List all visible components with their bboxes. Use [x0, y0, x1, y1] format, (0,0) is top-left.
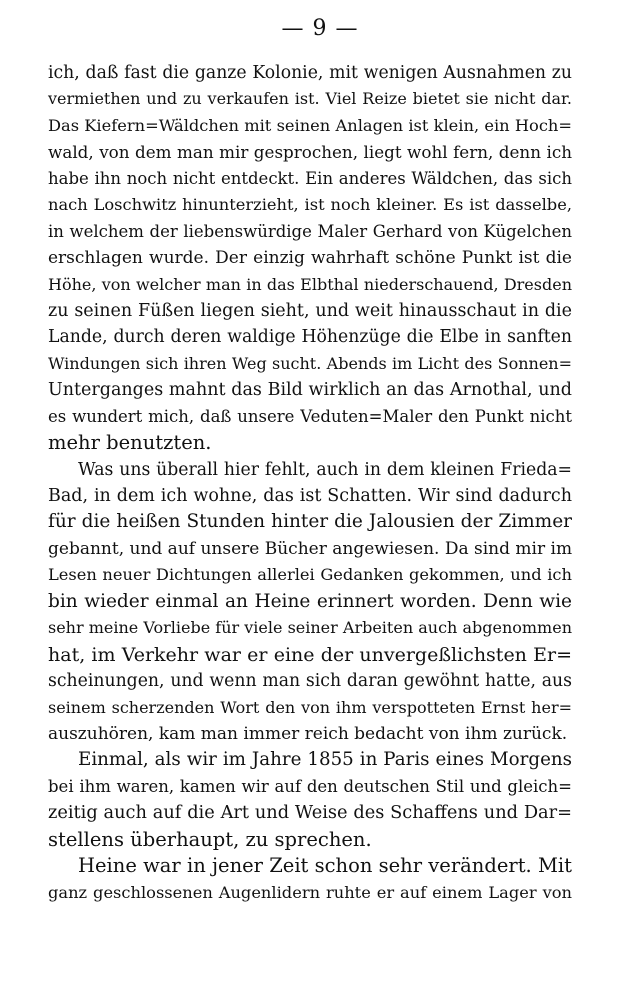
- text-line: Was uns überall hier fehlt, auch in dem kleinen Frieda=: [78, 459, 572, 480]
- text-line: in welchem der liebenswürdige Maler Gerhard von Kügelchen: [48, 221, 572, 241]
- paragraph-4: [48, 853, 572, 906]
- body-text: [48, 60, 572, 906]
- text-line: erschlagen wurde. Der einzig wahrhaft schöne Punkt ist die: [48, 248, 572, 269]
- text-line: ganz geschlossenen Augenlidern ruhte er auf einem Lager von: [48, 882, 572, 902]
- text-line: seinem scherzenden Wort den von ihm verspotteten Ernst her=: [48, 697, 572, 717]
- text-line: stellens überhaupt, zu sprechen.: [48, 827, 372, 851]
- text-line: für die heißen Stunden hinter die Jalousien der Zimmer: [48, 511, 572, 533]
- paragraph-3: [48, 747, 572, 853]
- text-line: sehr meine Vorliebe für viele seiner Arbeiten auch abgenommen: [48, 618, 572, 638]
- paragraph-2: [48, 457, 572, 748]
- text-line: scheinungen, und wenn man sich daran gewöhnt hatte, aus: [48, 671, 572, 692]
- text-line: Höhe, von welcher man in das Elbthal niederschauend, Dresden: [48, 274, 572, 294]
- text-line: gebannt, und auf unsere Bücher angewiesen. Da sind mir im: [48, 538, 573, 559]
- paragraph-1: [48, 60, 572, 457]
- text-line: vermiethen und zu verkaufen ist. Viel Reize bietet sie nicht dar.: [48, 89, 572, 109]
- text-line: bin wieder einmal an Heine erinnert worden. Denn wie: [48, 590, 572, 612]
- page-number: — 9 —: [281, 16, 359, 41]
- text-line: Heine war in jener Zeit schon sehr verändert. Mit: [78, 854, 572, 878]
- text-line: Windungen sich ihren Weg sucht. Abends im Licht des Sonnen=: [48, 353, 572, 373]
- text-line: zeitig auch auf die Art und Weise des Schaffens und Dar=: [48, 803, 572, 824]
- text-line: zu seinen Füßen liegen sieht, und weit hinausschaut in die: [48, 300, 572, 321]
- text-line: ich, daß fast die ganze Kolonie, mit wenigen Ausnahmen zu: [48, 63, 572, 83]
- text-line: auszuhören, kam man immer reich bedacht von ihm zurück.: [48, 723, 568, 744]
- text-line: wald, von dem man mir gesprochen, liegt wohl fern, denn ich: [48, 142, 572, 163]
- text-line: bei ihm waren, kamen wir auf den deutschen Stil und gleich=: [48, 776, 572, 796]
- text-line: Bad, in dem ich wohne, das ist Schatten. Wir sind dadurch: [48, 486, 572, 506]
- text-line: es wundert mich, daß unsere Veduten=Maler den Punkt nicht: [48, 406, 572, 426]
- text-line: mehr benutzten.: [48, 431, 212, 455]
- text-line: hat, im Verkehr war er eine der unvergeßlichsten Er=: [48, 643, 572, 666]
- text-line: Unterganges mahnt das Bild wirklich an das Arnothal, und: [48, 380, 572, 401]
- text-line: Das Kiefern=Wäldchen mit seinen Anlagen ist klein, ein Hoch=: [48, 115, 572, 135]
- text-line: nach Loschwitz hinunterzieht, ist noch kleiner. Es ist dasselbe,: [48, 195, 572, 215]
- text-line: habe ihn noch nicht entdeckt. Ein anderes Wäldchen, das sich: [48, 168, 572, 188]
- text-line: Einmal, als wir im Jahre 1855 in Paris eines Morgens: [78, 749, 572, 771]
- text-line: Lande, durch deren waldige Höhenzüge die Elbe in sanften: [48, 327, 572, 348]
- text-line: Lesen neuer Dichtungen allerlei Gedanken gekommen, und ich: [48, 565, 572, 585]
